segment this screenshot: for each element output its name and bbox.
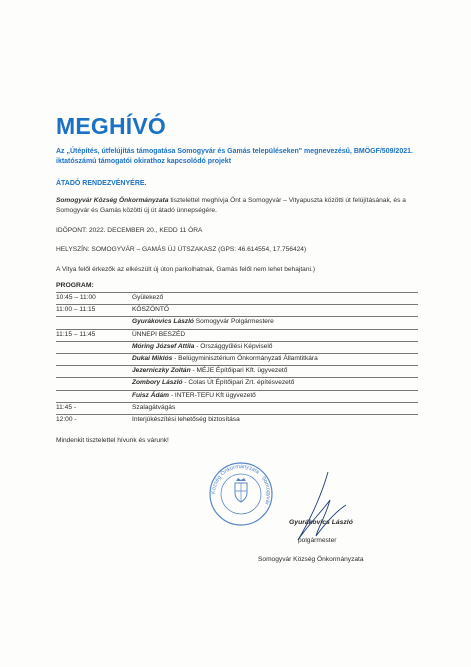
program-time: 10:45 – 11:00: [56, 294, 96, 301]
program-row: [56, 414, 418, 425]
parking-note: A Vitya felől érkezők az elkészült új úton parkolhatnak, Gamás felől nem lehet behajtani.): [56, 266, 316, 273]
document-title: MEGHÍVÓ: [56, 113, 167, 139]
program-row: [56, 377, 418, 388]
program-time: 12:00 -: [56, 416, 77, 423]
program-row: [56, 365, 418, 376]
program-label: PROGRAM:: [56, 282, 94, 289]
speaker-name: Dukai Miklós: [132, 355, 173, 362]
project-intro: Az „Útépítés, útfelújítás támogatása Somogyvár és Gamás településeken" megnevezésű, BMÖGF/509/2021. iktatószámú támogatói okirathoz kapcsolódó projekt: [56, 148, 413, 165]
invite-text: tisztelettel meghívja Önt a Somogyvár – Vityapuszta közötti út felújításának, és a Somogyvár és Gamás közötti új út átadó ünnepségére.: [56, 197, 406, 214]
event-subheading: ÁTADÓ RENDEZVÉNYÉRE.: [56, 180, 147, 187]
official-stamp: [208, 461, 274, 527]
program-entry: Gyurákovics László Somogyvár Polgármestere: [132, 318, 274, 326]
program-time: 11:15 – 11:45: [56, 330, 96, 338]
program-entry: Interjúkészítési lehetőség biztosítása: [132, 416, 240, 423]
invite-organization: Somogyvár Község Önkormányzata: [56, 197, 169, 204]
closing-line: Mindenkit tisztelettel hívunk és várunk!: [56, 437, 169, 444]
program-time: 11:00 – 11:15: [56, 306, 96, 314]
program-row: [56, 292, 418, 303]
program-entry: Szalagátvágás: [132, 403, 176, 411]
stamp-text: Község Önkormányzata · Somogyvár ·: [210, 463, 272, 510]
program-entry: Gyülekező: [132, 294, 164, 301]
program-row: [56, 390, 418, 401]
speaker-name: Zombory László: [132, 379, 183, 387]
program-row: [56, 304, 418, 315]
program-time: 11:45 -: [56, 403, 77, 411]
program-entry: Jezerniczky Zoltán - MÉJE Építőipari Kft. ügyvezető: [132, 367, 288, 375]
program-row: [56, 353, 418, 364]
program-entry: ÜNNEPI BESZÉD: [132, 330, 186, 338]
invitation-paragraph: [56, 196, 418, 215]
event-place: HELYSZÍN: SOMOGYVÁR – GAMÁS ÚJ ÚTSZAKASZ (GPS: 46.614554, 17.756424): [56, 246, 307, 253]
program-row: [56, 341, 418, 352]
event-date: IDŐPONT: 2022. DECEMBER 20., KEDD 11 ÓRA: [56, 227, 203, 234]
program-entry: Fuisz Ádám - INTER-TEFU Kft ügyvezető: [132, 391, 256, 399]
signatory-role: polgármester: [298, 537, 337, 544]
speaker-name: Móring József Attila: [132, 342, 195, 350]
program-row: [56, 402, 418, 413]
program-entry: Móring József Attila - Országgyűlési Képviselő: [132, 342, 273, 350]
program-row: [56, 316, 418, 327]
speaker-name: Gyurákovics László: [132, 318, 194, 326]
program-entry: KÖSZÖNTŐ: [132, 306, 169, 314]
program-entry: Dukai Miklós - Belügyminisztérium Önkormányzati Államtitkára: [132, 355, 318, 362]
signatory-name: Gyurákovics László: [289, 519, 353, 526]
program-row: [56, 329, 418, 340]
speaker-name: Jezerniczky Zoltán: [132, 367, 191, 375]
speaker-name: Fuisz Ádám: [132, 391, 170, 399]
program-entry: Zombory László - Colas Út Építőipari Zrt. építésvezető: [132, 379, 295, 387]
signatory-organization: Somogyvár Község Önkormányzata: [258, 556, 364, 563]
